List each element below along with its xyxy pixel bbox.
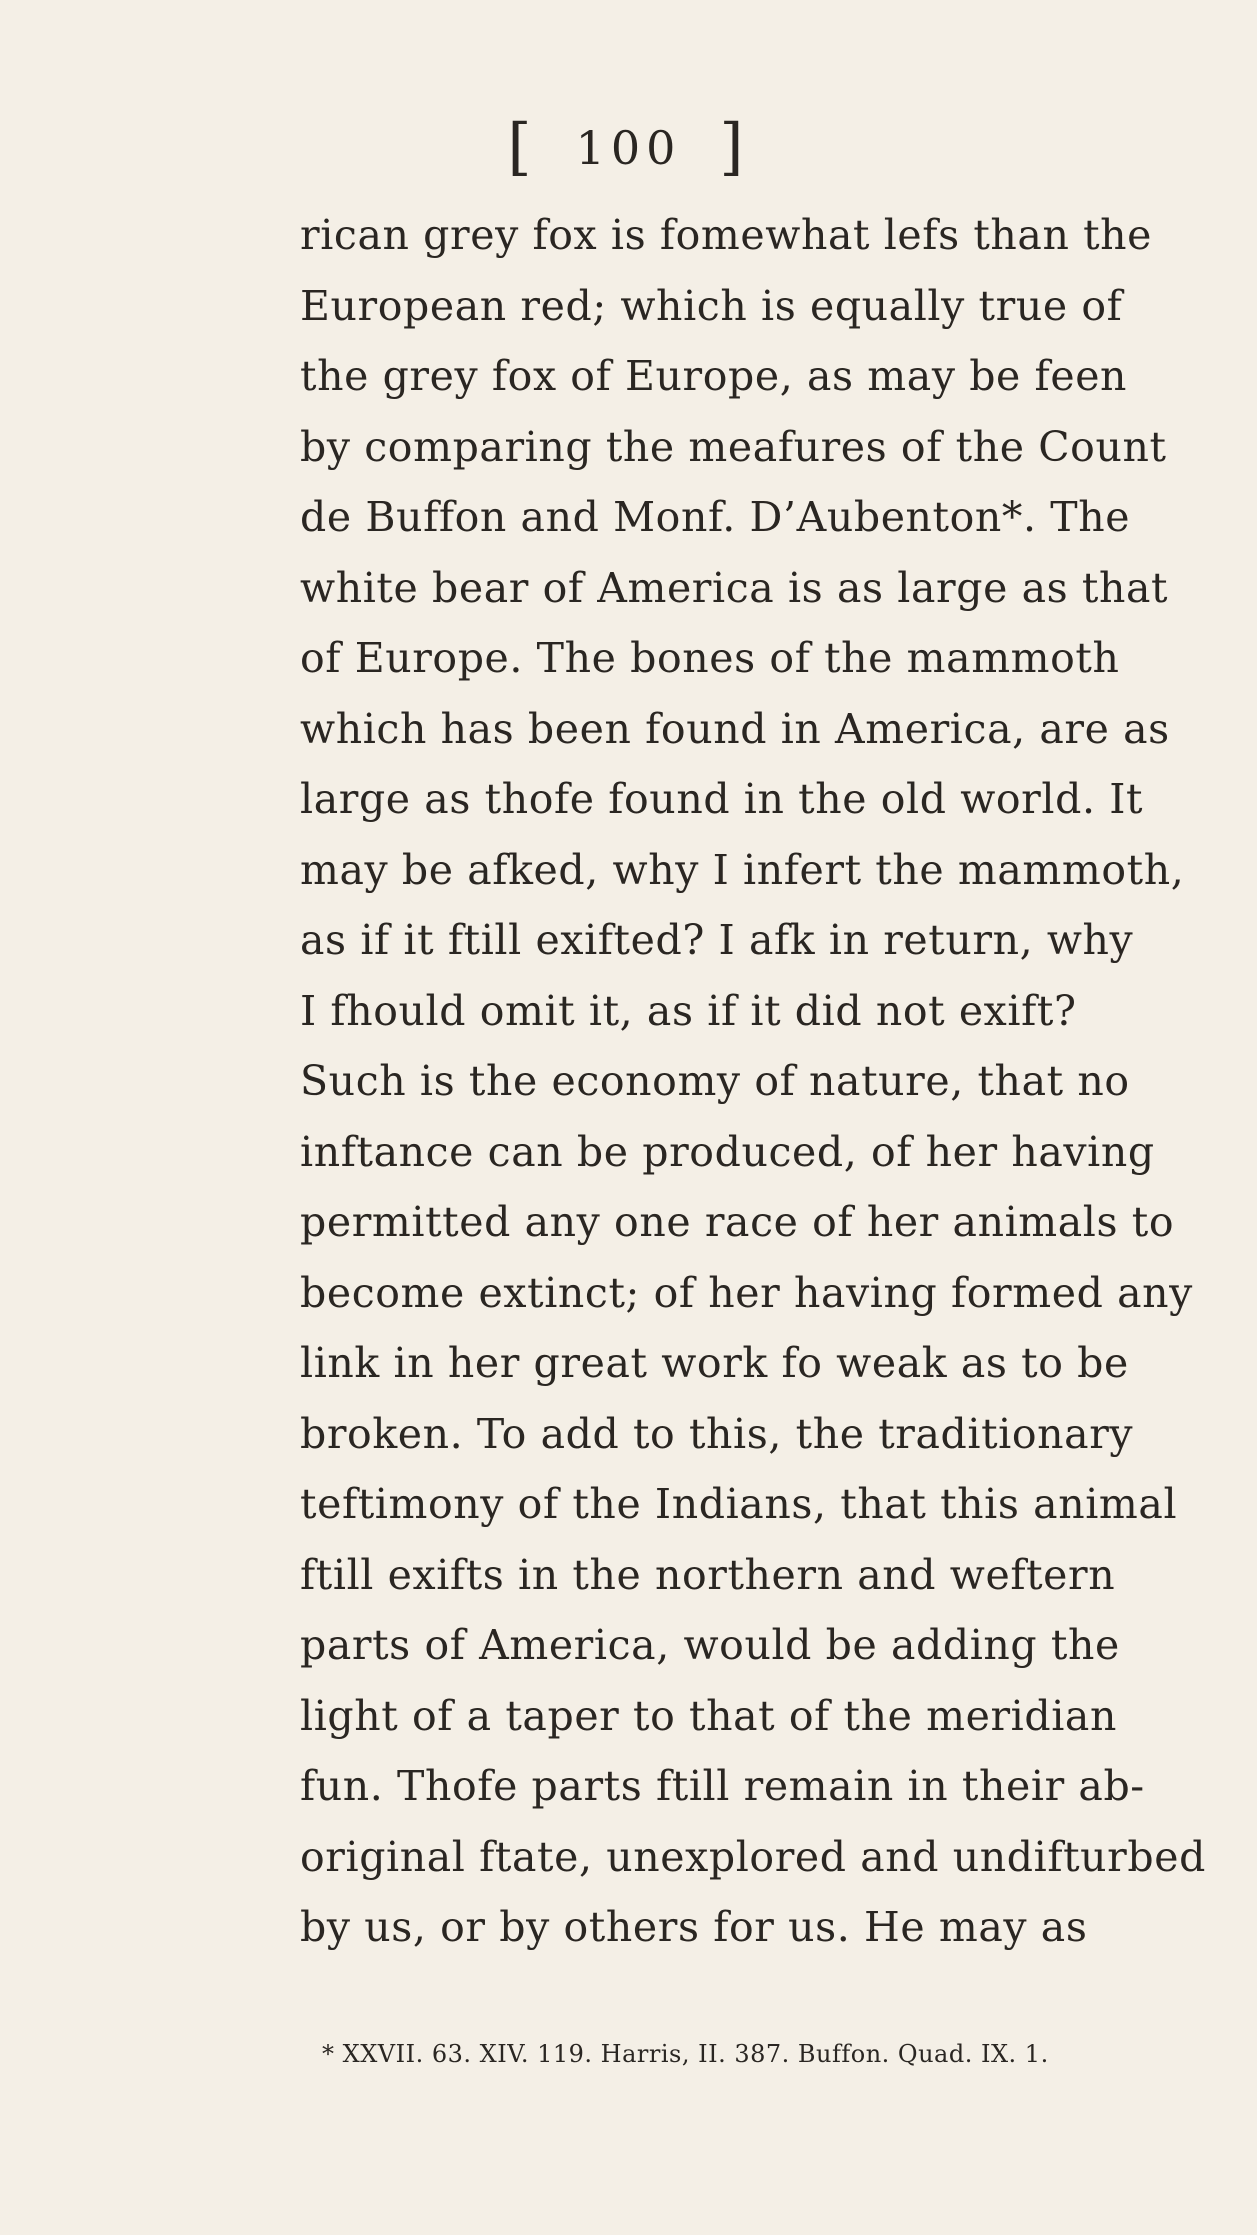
text-line: large as thofe found in the old world. It: [300, 775, 1144, 823]
text-line: light of a taper to that of the meridian: [300, 1691, 1117, 1740]
left-bracket: [: [507, 110, 538, 183]
right-bracket: ]: [719, 110, 750, 183]
text-line: by us, or by others for us. He may as: [300, 1903, 1088, 1951]
page-header: [0, 110, 1257, 183]
text-line: link in her great work fo weak as to be: [300, 1339, 1129, 1387]
text-line: broken. To add to this, the traditionary: [300, 1409, 1134, 1458]
text-line: original ftate, unexplored and undifturbed: [300, 1832, 1206, 1881]
text-line: Such is the economy of nature, that no: [300, 1057, 1130, 1105]
text-line: fun. Thofe parts ftill remain in their ab-: [300, 1762, 1145, 1810]
text-line: inftance can be produced, of her having: [300, 1127, 1155, 1176]
text-line: I fhould omit it, as if it did not exift?: [300, 986, 1077, 1035]
footnote: * XXVII. 63. XIV. 119. Harris, II. 387. Buffon. Quad. IX. 1.: [322, 2040, 1049, 2068]
body-text: [300, 200, 1206, 1963]
text-line: white bear of America is as large as that: [300, 563, 1169, 612]
text-line: European red; which is equally true of: [300, 281, 1123, 330]
text-line: may be afked, why I infert the mammoth,: [300, 845, 1185, 894]
text-line: rican grey fox is fomewhat lefs than the: [300, 211, 1153, 259]
text-line: by comparing the meafures of the Count: [300, 422, 1167, 471]
text-line: de Buffon and Monf. D’Aubenton*. The: [300, 493, 1131, 541]
text-line: become extinct; of her having formed any: [300, 1268, 1193, 1317]
text-line: teftimony of the Indians, that this animal: [300, 1480, 1178, 1528]
text-line: the grey fox of Europe, as may be feen: [300, 352, 1128, 400]
text-line: as if it ftill exifted? I afk in return, why: [300, 916, 1134, 964]
text-line: ftill exifts in the northern and weftern: [300, 1550, 1116, 1599]
page-number: 100: [575, 121, 682, 175]
text-line: which has been found in America, are as: [300, 704, 1170, 753]
text-line: parts of America, would be adding the: [300, 1621, 1120, 1669]
text-line: permitted any one race of her animals to: [300, 1198, 1175, 1246]
text-line: of Europe. The bones of the mammoth: [300, 634, 1120, 682]
